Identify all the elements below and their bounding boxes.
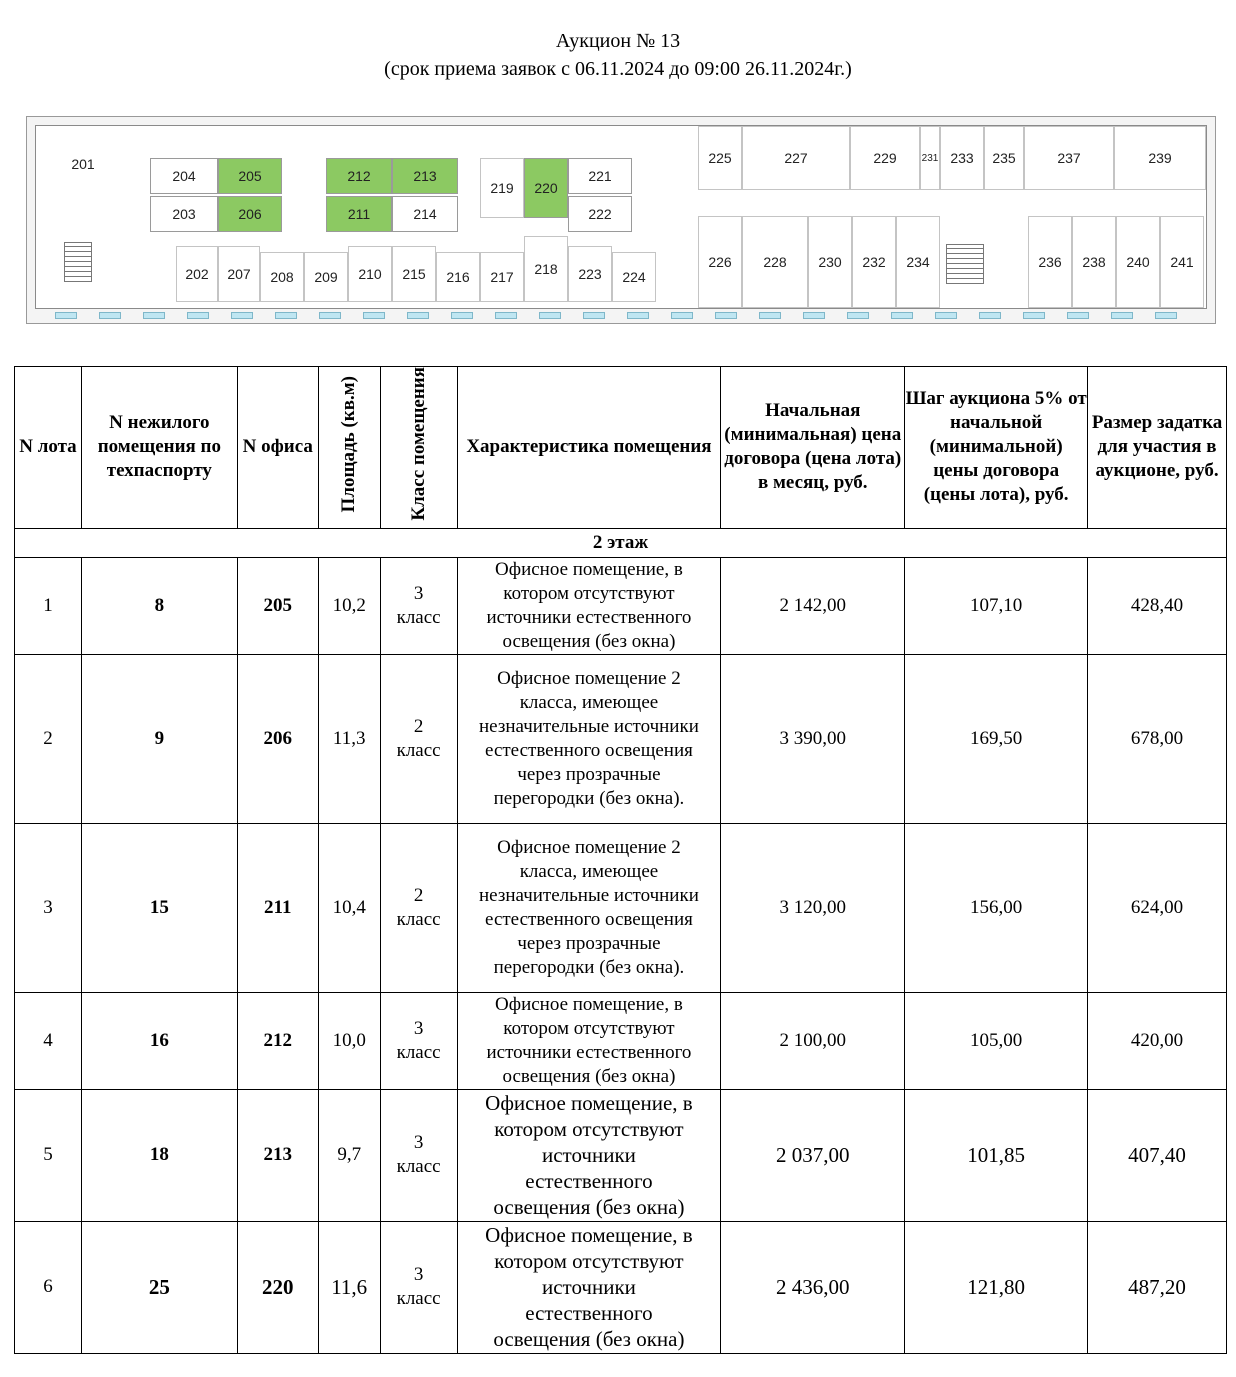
room-206: 206 xyxy=(218,196,282,232)
header-area xyxy=(318,367,380,529)
window xyxy=(275,312,297,319)
room-210: 210 xyxy=(348,246,392,302)
room-215: 215 xyxy=(392,246,436,302)
window xyxy=(231,312,253,319)
header-description: Характеристика помещения xyxy=(457,367,721,529)
cell-office: 220 xyxy=(237,1221,318,1353)
room-230: 230 xyxy=(808,216,852,308)
cell-price: 2 142,00 xyxy=(721,557,905,654)
window xyxy=(803,312,825,319)
cell-step: 105,00 xyxy=(905,992,1088,1089)
cell-lot: 4 xyxy=(15,992,82,1089)
cell-deposit: 420,00 xyxy=(1088,992,1227,1089)
floor-row-label: 2 этаж xyxy=(15,528,1227,557)
auction-subtitle: (срок приема заявок с 06.11.2024 до 09:00 26.11.2024г.) xyxy=(384,58,852,80)
room-225: 225 xyxy=(698,126,742,190)
cell-class-num: 2 xyxy=(413,715,424,737)
cell-price: 3 390,00 xyxy=(721,654,905,823)
window xyxy=(935,312,957,319)
cell-step: 101,85 xyxy=(905,1089,1088,1221)
cell-class-word: класс xyxy=(396,739,441,761)
cell-office: 206 xyxy=(237,654,318,823)
lots-table xyxy=(14,366,1227,1354)
cell-lot: 3 xyxy=(15,823,82,992)
cell-lot: 2 xyxy=(15,654,82,823)
cell-office: 213 xyxy=(237,1089,318,1221)
room-234: 234 xyxy=(896,216,940,308)
window xyxy=(627,312,649,319)
cell-class-word: класс xyxy=(396,1041,441,1063)
room-221: 221 xyxy=(568,158,632,194)
cell-description: Офисное помещение, в котором отсутствуют источники естественного освещения (без окна) xyxy=(457,557,721,654)
cell-office: 212 xyxy=(237,992,318,1089)
room-226: 226 xyxy=(698,216,742,308)
cell-description: Офисное помещение, в котором отсутствуют источники естественного освещения (без окна) xyxy=(457,992,721,1089)
window xyxy=(583,312,605,319)
header-techpassport: N нежилого помещения по техпаспорту xyxy=(81,367,237,529)
cell-description: Офисное помещение 2 класса, имеющее незначительные источники естественного освещения через прозрачные перегородки (без окна). xyxy=(457,823,721,992)
cell-area: 11,3 xyxy=(318,654,380,823)
cell-techpassport: 18 xyxy=(81,1089,237,1221)
room-209: 209 xyxy=(304,252,348,302)
cell-step: 169,50 xyxy=(905,654,1088,823)
header-area-label: Площадь (кв.м) xyxy=(338,375,360,513)
room-233: 233 xyxy=(940,126,984,190)
header-lot: N лота xyxy=(15,367,82,529)
room-228: 228 xyxy=(742,216,808,308)
cell-office: 205 xyxy=(237,557,318,654)
cell-area: 11,6 xyxy=(318,1221,380,1353)
room-204: 204 xyxy=(150,158,218,194)
window xyxy=(495,312,517,319)
room-218: 218 xyxy=(524,236,568,302)
window xyxy=(1023,312,1045,319)
cell-class-num: 3 xyxy=(413,1017,424,1039)
room-213: 213 xyxy=(392,158,458,194)
cell-class xyxy=(380,1089,457,1221)
room-223: 223 xyxy=(568,246,612,302)
auction-title: Аукцион № 13 xyxy=(555,30,681,52)
room-235: 235 xyxy=(984,126,1024,190)
cell-techpassport: 15 xyxy=(81,823,237,992)
room-219: 219 xyxy=(480,158,524,218)
window xyxy=(187,312,209,319)
stairs-west xyxy=(64,242,92,282)
cell-techpassport: 25 xyxy=(81,1221,237,1353)
header-class-label: Класс помещения xyxy=(407,367,429,521)
room-239: 239 xyxy=(1114,126,1206,190)
cell-deposit: 678,00 xyxy=(1088,654,1227,823)
room-224: 224 xyxy=(612,252,656,302)
room-238: 238 xyxy=(1072,216,1116,308)
window xyxy=(407,312,429,319)
cell-office: 211 xyxy=(237,823,318,992)
room-237: 237 xyxy=(1024,126,1114,190)
room-203: 203 xyxy=(150,196,218,232)
cell-step: 156,00 xyxy=(905,823,1088,992)
room-229: 229 xyxy=(850,126,920,190)
cell-class xyxy=(380,992,457,1089)
window xyxy=(1067,312,1089,319)
table-row xyxy=(15,1089,1227,1221)
cell-price: 2 436,00 xyxy=(721,1221,905,1353)
cell-area: 9,7 xyxy=(318,1089,380,1221)
window xyxy=(55,312,77,319)
cell-techpassport: 9 xyxy=(81,654,237,823)
table-row xyxy=(15,1221,1227,1353)
cell-description: Офисное помещение, в котором отсутствуют источники естественного освещения (без окна) xyxy=(457,1221,721,1353)
room-212: 212 xyxy=(326,158,392,194)
window xyxy=(715,312,737,319)
cell-class-num: 3 xyxy=(413,1132,424,1154)
room-202: 202 xyxy=(176,246,218,302)
room-222: 222 xyxy=(568,196,632,232)
room-201: 201 xyxy=(36,126,130,276)
cell-class xyxy=(380,557,457,654)
window xyxy=(759,312,781,319)
cell-class-num: 3 xyxy=(413,582,424,604)
cell-class xyxy=(380,823,457,992)
window xyxy=(847,312,869,319)
room-217: 217 xyxy=(480,252,524,302)
cell-lot: 6 xyxy=(15,1221,82,1353)
room-208: 208 xyxy=(260,252,304,302)
cell-techpassport: 8 xyxy=(81,557,237,654)
cell-class-word: класс xyxy=(396,606,441,628)
cell-class-word: класс xyxy=(396,1288,441,1310)
cell-step: 107,10 xyxy=(905,557,1088,654)
cell-techpassport: 16 xyxy=(81,992,237,1089)
room-231: 231 xyxy=(920,126,940,190)
room-236: 236 xyxy=(1028,216,1072,308)
cell-deposit: 624,00 xyxy=(1088,823,1227,992)
window xyxy=(1111,312,1133,319)
cell-lot: 5 xyxy=(15,1089,82,1221)
cell-lot: 1 xyxy=(15,557,82,654)
floor-plan-walls xyxy=(35,125,1207,309)
cell-class-num: 2 xyxy=(413,884,424,906)
cell-deposit: 407,40 xyxy=(1088,1089,1227,1221)
window xyxy=(319,312,341,319)
room-220: 220 xyxy=(524,158,568,218)
cell-description: Офисное помещение, в котором отсутствуют источники естественного освещения (без окна) xyxy=(457,1089,721,1221)
window xyxy=(979,312,1001,319)
header-price: Начальная (минимальная) цена договора (цена лота) в месяц, руб. xyxy=(721,367,905,529)
cell-class-word: класс xyxy=(396,1156,441,1178)
room-205: 205 xyxy=(218,158,282,194)
cell-class-num: 3 xyxy=(413,1264,424,1286)
room-227: 227 xyxy=(742,126,850,190)
header-step: Шаг аукциона 5% от начальной (минимальной) цены договора (цены лота), руб. xyxy=(905,367,1088,529)
room-216: 216 xyxy=(436,252,480,302)
header-class xyxy=(380,367,457,529)
room-241: 241 xyxy=(1160,216,1204,308)
header-deposit: Размер задатка для участия в аукционе, руб. xyxy=(1088,367,1227,529)
window xyxy=(451,312,473,319)
cell-price: 2 037,00 xyxy=(721,1089,905,1221)
window xyxy=(671,312,693,319)
cell-description: Офисное помещение 2 класса, имеющее незначительные источники естественного освещения через прозрачные перегородки (без окна). xyxy=(457,654,721,823)
cell-area: 10,0 xyxy=(318,992,380,1089)
header-row xyxy=(15,367,1227,529)
cell-deposit: 487,20 xyxy=(1088,1221,1227,1353)
cell-area: 10,2 xyxy=(318,557,380,654)
window xyxy=(1155,312,1177,319)
table-row xyxy=(15,654,1227,823)
window xyxy=(143,312,165,319)
room-211: 211 xyxy=(326,196,392,232)
room-207: 207 xyxy=(218,246,260,302)
cell-area: 10,4 xyxy=(318,823,380,992)
cell-class-word: класс xyxy=(396,908,441,930)
window xyxy=(539,312,561,319)
cell-class xyxy=(380,1221,457,1353)
floor-plan xyxy=(26,116,1216,324)
window xyxy=(891,312,913,319)
floor-row xyxy=(15,528,1227,557)
window xyxy=(363,312,385,319)
room-232: 232 xyxy=(852,216,896,308)
cell-price: 2 100,00 xyxy=(721,992,905,1089)
stairs-east xyxy=(946,244,984,284)
cell-price: 3 120,00 xyxy=(721,823,905,992)
header-office: N офиса xyxy=(237,367,318,529)
cell-step: 121,80 xyxy=(905,1221,1088,1353)
cell-class xyxy=(380,654,457,823)
room-214: 214 xyxy=(392,196,458,232)
room-240: 240 xyxy=(1116,216,1160,308)
window xyxy=(99,312,121,319)
table-row xyxy=(15,823,1227,992)
window-strip xyxy=(35,311,1207,319)
table-row xyxy=(15,992,1227,1089)
cell-deposit: 428,40 xyxy=(1088,557,1227,654)
table-row xyxy=(15,557,1227,654)
